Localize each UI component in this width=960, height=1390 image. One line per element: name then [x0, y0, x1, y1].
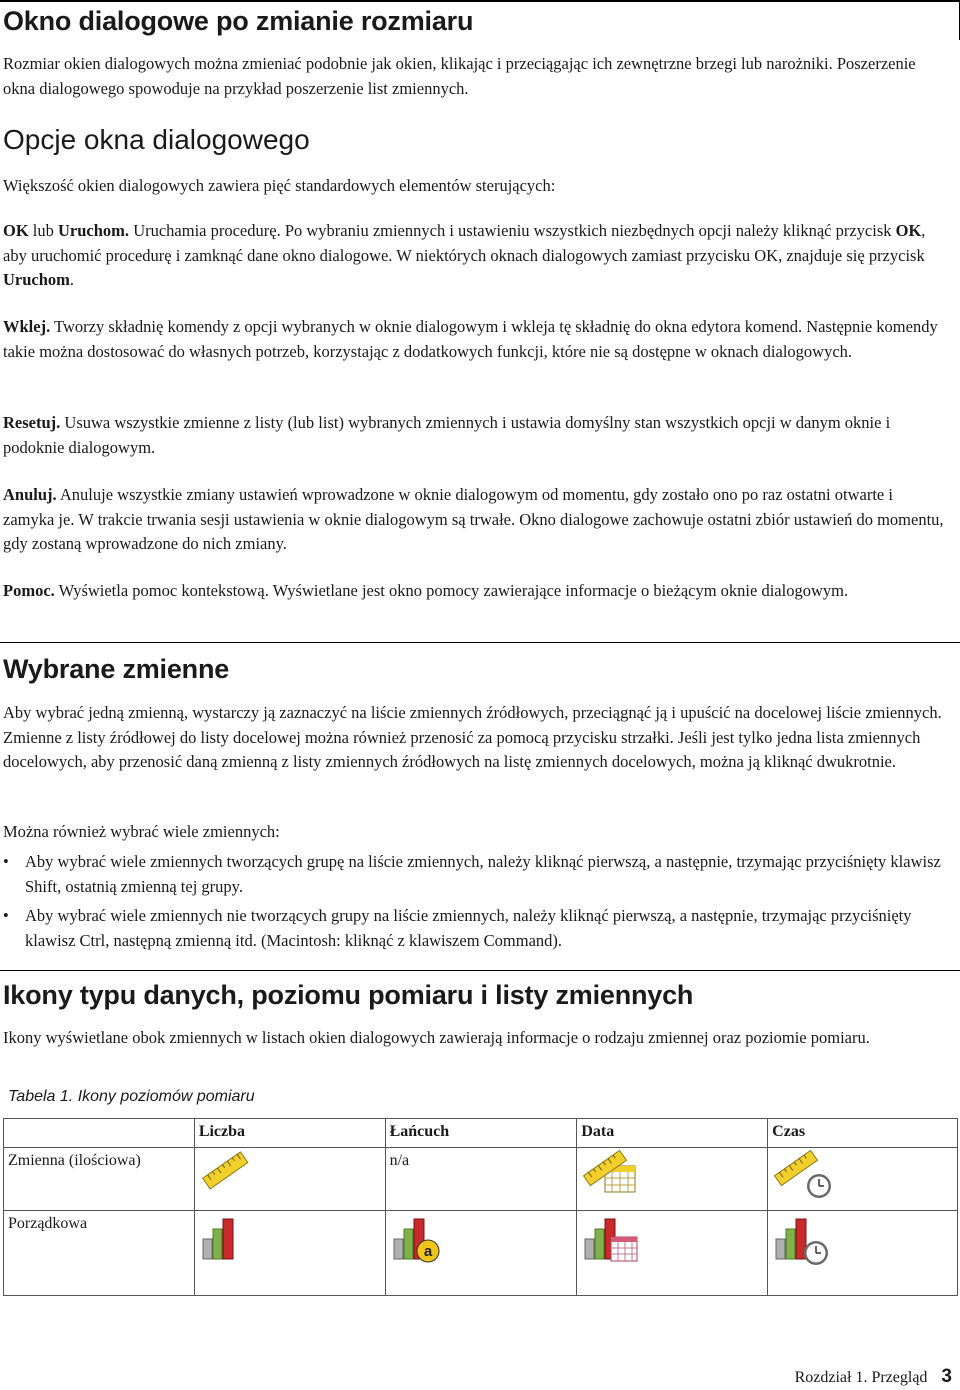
page-number: 3: [941, 1366, 952, 1387]
table-header-row: [4, 1119, 958, 1148]
icon-cell: [577, 1148, 768, 1211]
header-cell: Łańcuch: [385, 1119, 577, 1148]
section-title-icons: Ikony typu danych, poziomu pomiaru i listy zmiennych: [3, 980, 694, 1010]
section-rule: [0, 642, 960, 643]
row-label: Zmienna (ilościowa): [4, 1148, 195, 1211]
bullet-icon: •: [3, 852, 9, 871]
bar-chart-calendar-icon: [581, 1213, 641, 1265]
options-intro: Większość okien dialogowych zawiera pięć standardowych elementów sterujących:: [3, 176, 556, 195]
bullet-icon: •: [3, 906, 9, 925]
bar-chart-icon: [199, 1213, 251, 1263]
section-title-resize: Okno dialogowe po zmianie rozmiaru: [3, 6, 474, 36]
footer-chapter: Rozdział 1. Przegląd: [794, 1369, 928, 1386]
icon-cell: [385, 1211, 577, 1296]
selected-paragraph: Aby wybrać jedną zmienną, wystarczy ją zaznaczyć na liście zmiennych źródłowych, przeciągnąć ją i upuścić na docelowej liście zmiennych. Zmienne z listy źródłowej do listy docelowej można również przenosić za pomocą przycisku strzałki. Jeśli jest tylko jedna lista zmiennych docelowych, aby przenosić daną zmienną z listy zmiennych źródłowych na listę zmiennych docelowych, można ją kliknąć dwukrotnie.: [3, 703, 942, 771]
resize-paragraph: Rozmiar okien dialogowych można zmieniać podobnie jak okien, klikając i przeciągając ich zewnętrzne brzegi lub narożniki. Poszerzenie okna dialogowego spowoduje na przykład poszerzenie list zmiennych.: [3, 54, 916, 98]
icon-cell: [194, 1211, 385, 1296]
page-footer: [795, 1366, 952, 1388]
section-title-selected: Wybrane zmienne: [3, 654, 230, 684]
icon-cell: [768, 1211, 958, 1296]
table-caption: Tabela 1. Ikony poziomów pomiaru: [8, 1088, 255, 1105]
top-rule: [0, 0, 960, 2]
icon-cell: [768, 1148, 958, 1211]
paste-paragraph: Wklej. Tworzy składnię komendy z opcji wybranych w oknie dialogowym i wkleja tę składnię do okna edytora komend. Następnie komendy takie można dostosować do własnych potrzeb, korzystając z dodatkowych funkcji, które nie są dostępne w oknach dialogowych.: [3, 317, 938, 361]
measurement-table: [3, 1118, 958, 1296]
cancel-paragraph: Anuluj. Anuluje wszystkie zmiany ustawień wprowadzone w oknie dialogowym od momentu, gdy zostało ono po raz ostatni otwarte i zamyka je. W trakcie trwania sesji ustawienia w oknie dialogowym są trwałe. Okno dialogowe zachowuje ostatni zbiór ustawień do momentu, gdy zostaną wprowadzone do nich zmiany.: [3, 485, 944, 553]
bar-chart-letter-icon: [390, 1213, 446, 1265]
help-paragraph: Pomoc. Wyświetla pomoc kontekstową. Wyświetlane jest okno pomocy zawierające informacje o bieżącym oknie dialogowym.: [3, 581, 849, 600]
multi-intro: Można również wybrać wiele zmiennych:: [3, 822, 280, 841]
ruler-icon: [199, 1150, 251, 1190]
icon-cell: [194, 1148, 385, 1211]
ok-paragraph: OK lub Uruchom. Uruchamia procedurę. Po wybraniu zmiennych i ustawieniu wszystkich niezbędnych opcji należy kliknąć przycisk OK, aby uruchomić procedurę i zamknąć dane okno dialogowe. W niektórych oknach dialogowych zamiast przycisku OK, znajduje się przycisk Uruchom.: [3, 221, 926, 289]
section-title-options: Opcje okna dialogowego: [3, 124, 310, 155]
ruler-clock-icon: [772, 1150, 836, 1200]
reset-paragraph: Resetuj. Usuwa wszystkie zmienne z listy (lub list) wybranych zmiennych i ustawia domyślny stan wszystkich opcji w danym oknie i podoknie dialogowym.: [3, 413, 891, 457]
header-cell: Liczba: [194, 1119, 385, 1148]
section-rule: [0, 970, 960, 971]
header-cell: Czas: [768, 1119, 958, 1148]
bar-chart-clock-icon: [772, 1213, 836, 1269]
ruler-calendar-icon: [581, 1150, 641, 1194]
icons-paragraph: Ikony wyświetlane obok zmiennych w listach okien dialogowych zawierają informacje o rodzaju zmiennej oraz poziomie pomiaru.: [3, 1028, 870, 1047]
header-cell: [4, 1119, 195, 1148]
na-cell: n/a: [385, 1148, 577, 1211]
row-label: Porządkowa: [4, 1211, 195, 1296]
table-row: [4, 1211, 958, 1296]
icon-cell: [577, 1211, 768, 1296]
header-cell: Data: [577, 1119, 768, 1148]
table-row: [4, 1148, 958, 1211]
svg-text:a: a: [423, 1243, 432, 1260]
